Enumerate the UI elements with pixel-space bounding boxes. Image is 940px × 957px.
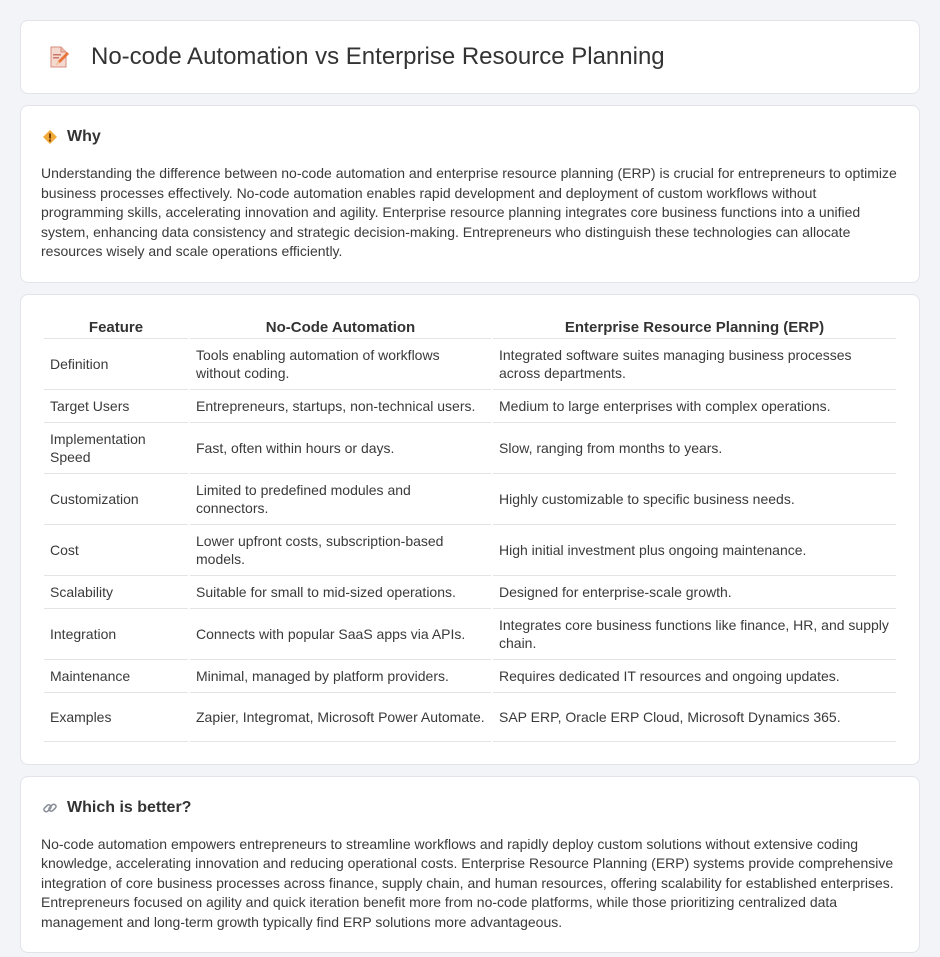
feature-cell: Integration bbox=[44, 609, 188, 660]
table-row bbox=[44, 423, 896, 474]
comparison-table bbox=[42, 315, 898, 742]
table-row bbox=[44, 609, 896, 660]
no-code-cell: Lower upfront costs, subscription-based models. bbox=[190, 525, 491, 576]
feature-cell: Implementation Speed bbox=[44, 423, 188, 474]
feature-cell: Examples bbox=[44, 693, 188, 742]
erp-cell: Slow, ranging from months to years. bbox=[493, 423, 896, 474]
no-code-cell: Suitable for small to mid-sized operations. bbox=[190, 576, 491, 609]
diamond-warning-icon bbox=[41, 128, 59, 146]
feature-cell: Definition bbox=[44, 339, 188, 390]
title-card bbox=[20, 20, 920, 94]
which-is-better-section bbox=[20, 776, 920, 954]
which-is-better-title: Which is better? bbox=[67, 798, 192, 816]
erp-cell: Requires dedicated IT resources and ongoing updates. bbox=[493, 660, 896, 693]
table-row bbox=[44, 339, 896, 390]
no-code-cell: Tools enabling automation of workflows without coding. bbox=[190, 339, 491, 390]
document-pencil-icon bbox=[47, 45, 71, 69]
column-header: No-Code Automation bbox=[190, 315, 491, 339]
erp-cell: Integrates core business functions like finance, HR, and supply chain. bbox=[493, 609, 896, 660]
table-row bbox=[44, 576, 896, 609]
table-header-row bbox=[44, 315, 896, 339]
why-text: Understanding the difference between no-code automation and enterprise resource planning (ERP) is crucial for entrepreneurs to optimize business processes effectively. No-code automation enables rapid development and deployment of custom workflows without programming skills, accelerating innovation and agility. Enterprise resource planning integrates core business functions into a unified system, enhancing data consistency and strategic decision-making. Entrepreneurs who distinguish these technologies can allocate resources wisely and scale operations efficiently. bbox=[41, 165, 897, 259]
comparison-table-card bbox=[20, 294, 920, 765]
feature-cell: Target Users bbox=[44, 390, 188, 423]
erp-cell: High initial investment plus ongoing maintenance. bbox=[493, 525, 896, 576]
table-row bbox=[44, 660, 896, 693]
table-row bbox=[44, 693, 896, 742]
column-header: Enterprise Resource Planning (ERP) bbox=[493, 315, 896, 339]
erp-cell: Highly customizable to specific business needs. bbox=[493, 474, 896, 525]
no-code-cell: Entrepreneurs, startups, non-technical users. bbox=[190, 390, 491, 423]
feature-cell: Scalability bbox=[44, 576, 188, 609]
table-row bbox=[44, 525, 896, 576]
link-icon bbox=[41, 799, 59, 817]
page-title: No-code Automation vs Enterprise Resource Planning bbox=[91, 43, 665, 70]
erp-cell: Integrated software suites managing business processes across departments. bbox=[493, 339, 896, 390]
erp-cell: Designed for enterprise-scale growth. bbox=[493, 576, 896, 609]
feature-cell: Customization bbox=[44, 474, 188, 525]
feature-cell: Cost bbox=[44, 525, 188, 576]
no-code-cell: Zapier, Integromat, Microsoft Power Automate. bbox=[190, 693, 491, 742]
table-row bbox=[44, 390, 896, 423]
why-section bbox=[20, 105, 920, 283]
erp-cell: SAP ERP, Oracle ERP Cloud, Microsoft Dynamics 365. bbox=[493, 693, 896, 742]
why-title: Why bbox=[67, 128, 101, 145]
which-is-better-text: No-code automation empowers entrepreneurs to streamline workflows and rapidly deploy custom solutions without extensive coding knowledge, accelerating innovation and reducing operational costs. Enterprise Resource Planning (ERP) systems provide comprehensive integration of core business processes across finance, supply chain, and human resources, offering scalability for established enterprises. Entrepreneurs focused on agility and quick iteration benefit more from no-code platforms, while those prioritizing centralized data management and long-term growth typically find ERP solutions more advantageous. bbox=[41, 835, 894, 930]
feature-cell: Maintenance bbox=[44, 660, 188, 693]
column-header: Feature bbox=[44, 315, 188, 339]
erp-cell: Medium to large enterprises with complex operations. bbox=[493, 390, 896, 423]
no-code-cell: Limited to predefined modules and connectors. bbox=[190, 474, 491, 525]
no-code-cell: Connects with popular SaaS apps via APIs. bbox=[190, 609, 491, 660]
table-row bbox=[44, 474, 896, 525]
no-code-cell: Fast, often within hours or days. bbox=[190, 423, 491, 474]
no-code-cell: Minimal, managed by platform providers. bbox=[190, 660, 491, 693]
